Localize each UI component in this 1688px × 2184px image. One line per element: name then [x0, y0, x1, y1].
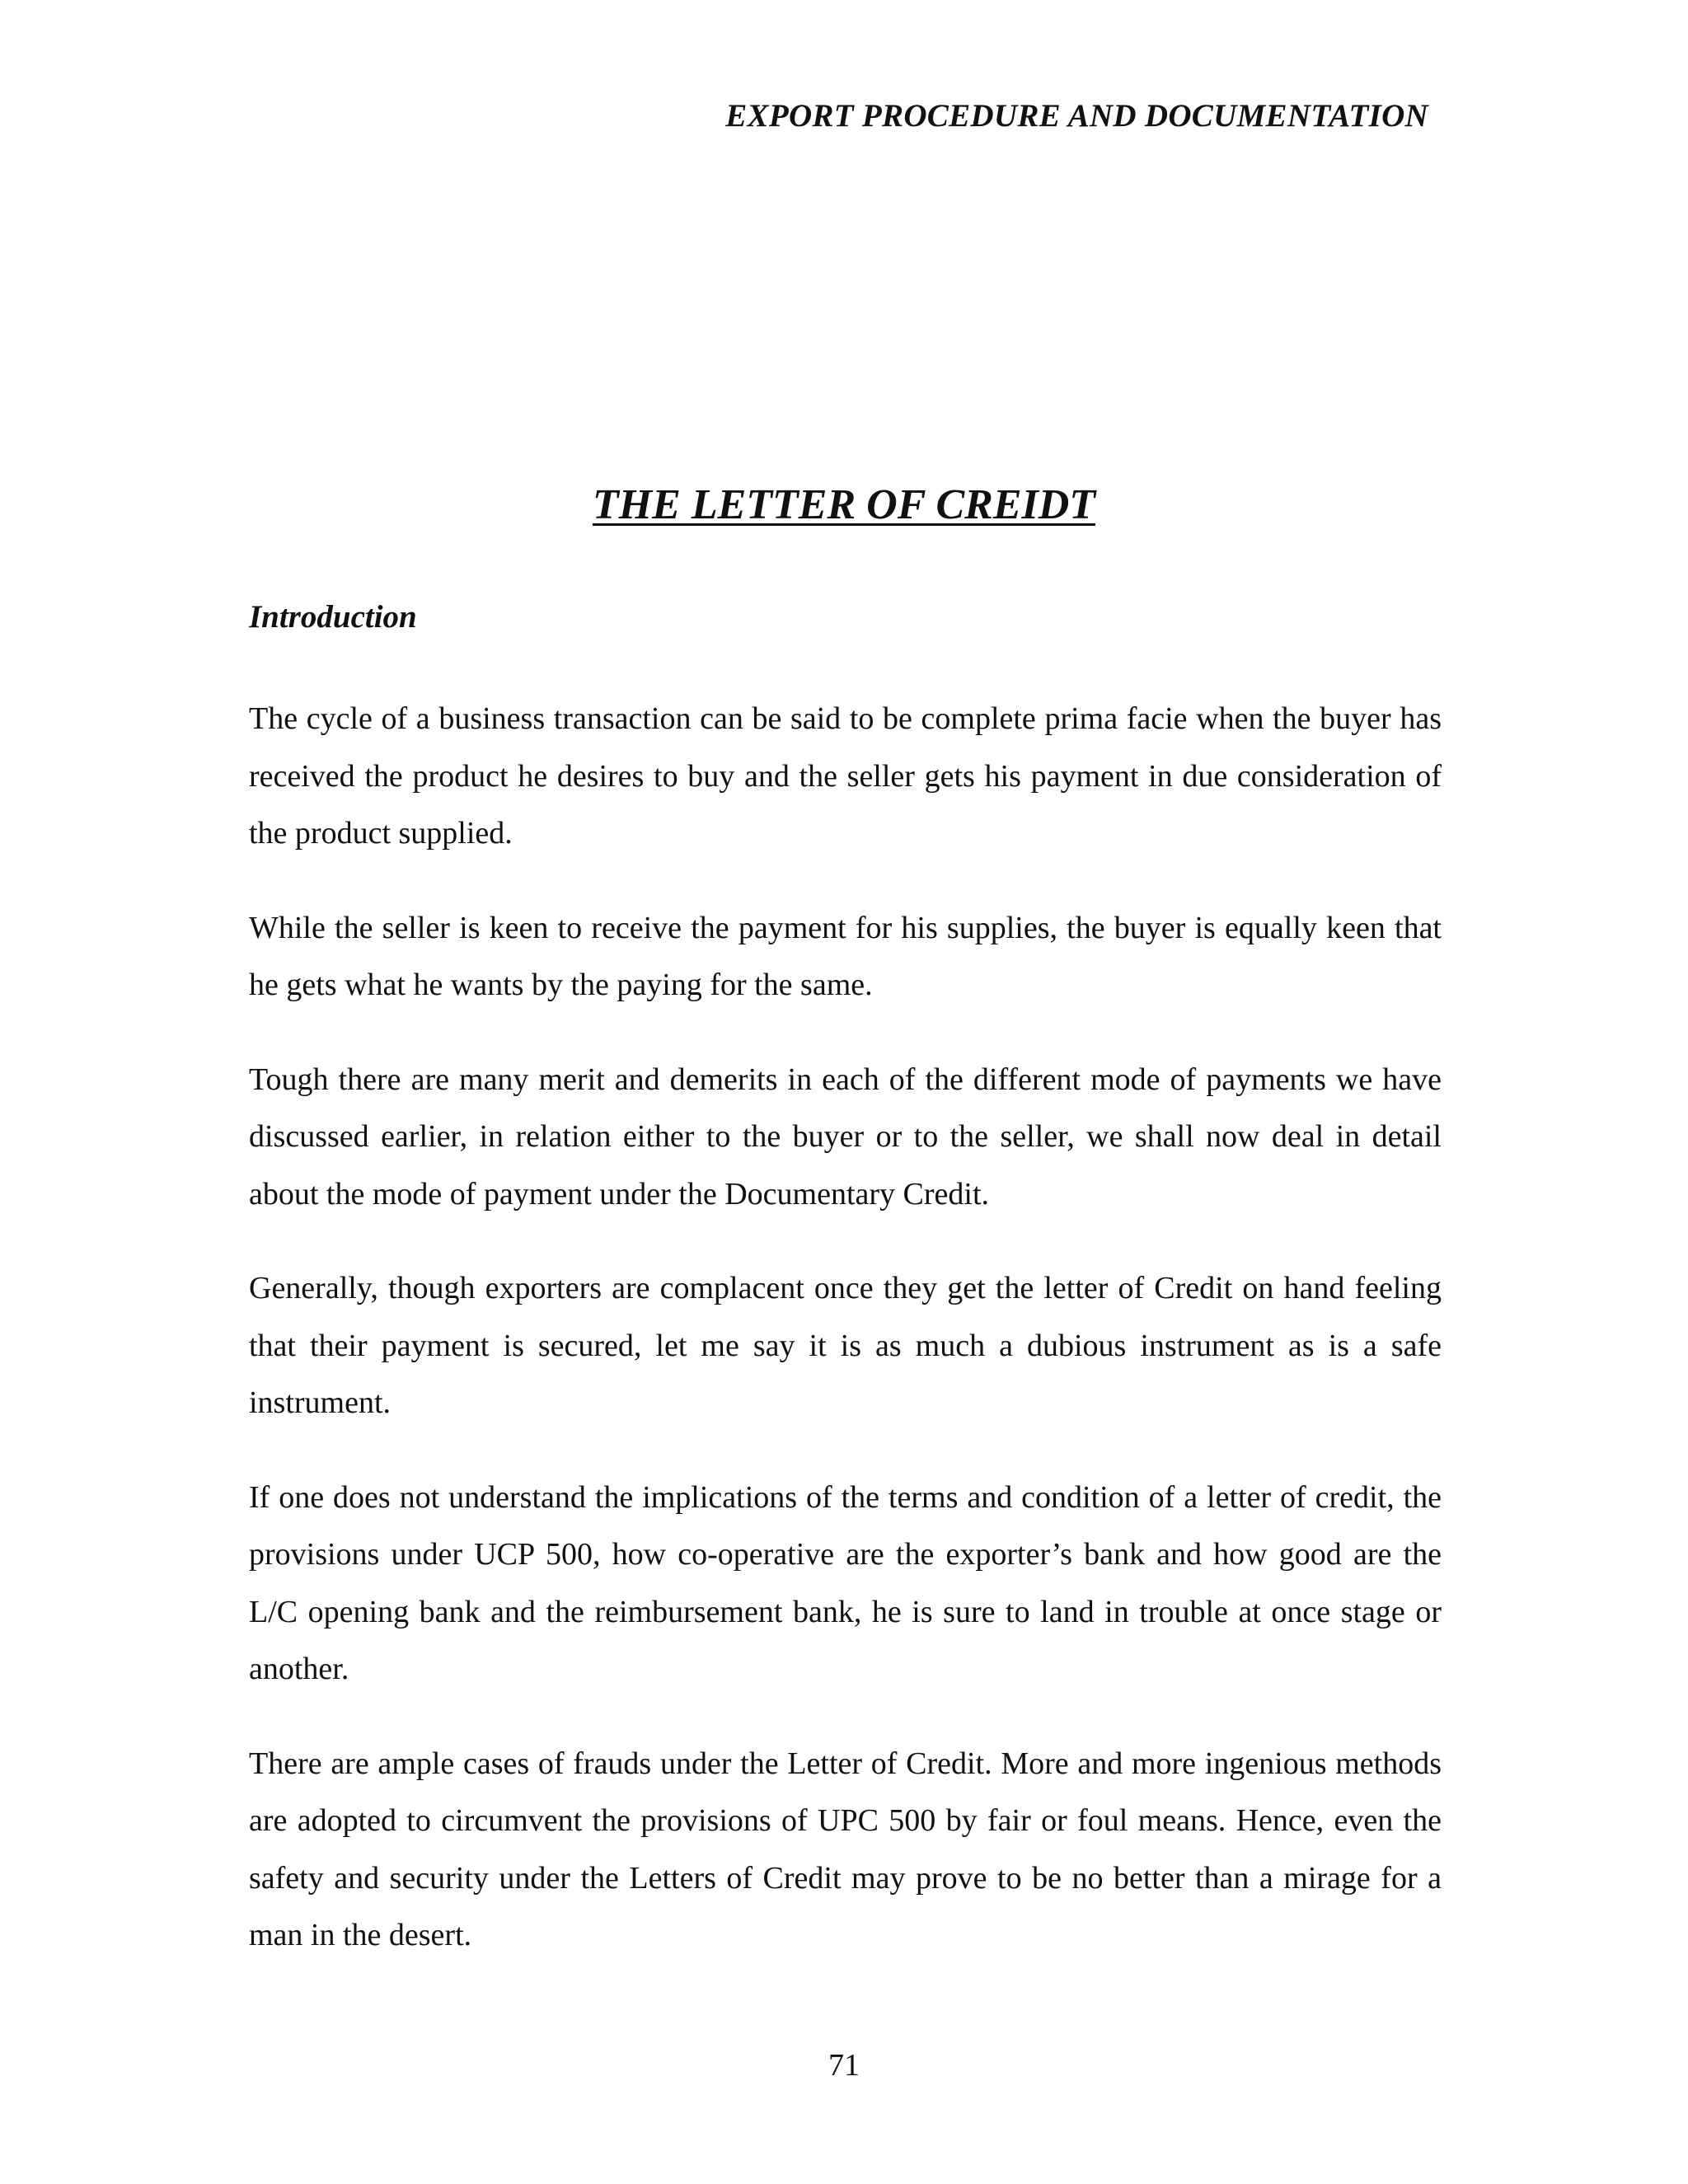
page-number: 71: [828, 2048, 860, 2083]
paragraph: The cycle of a business transaction can be said to be complete prima facie when the buyer has received the product he desires to buy and the seller gets his payment in due consideration of the product supplied.: [249, 701, 1442, 851]
page-title: THE LETTER OF CREIDT: [592, 481, 1096, 528]
paragraph: Generally, though exporters are complacent once they get the letter of Credit on hand feeling that their payment is secured, let me say it is as much a dubious instrument as is a safe instrument.: [249, 1271, 1442, 1420]
running-header: EXPORT PROCEDURE AND DOCUMENTATION: [725, 98, 1428, 134]
paragraph: Tough there are many merit and demerits in each of the different mode of payments we have discussed earlier, in relation either to the buyer or to the seller, we shall now deal in detail about the mode of payment under the Documentary Credit.: [249, 1062, 1442, 1212]
paragraph: There are ample cases of frauds under the Letter of Credit. More and more ingenious methods are adopted to circumvent the provisions of UPC 500 by fair or foul means. Hence, even the safety and security under the Letters of Credit may prove to be no better than a mirage for a man in the desert.: [249, 1746, 1442, 1952]
paragraph: If one does not understand the implications of the terms and condition of a letter of credit, the provisions under UCP 500, how co-operative are the exporter’s bank and how good are the L/C opening bank and the reimbursement bank, he is sure to land in trouble at once stage or another.: [249, 1479, 1442, 1686]
section-heading: Introduction: [249, 599, 417, 635]
paragraph: While the seller is keen to receive the payment for his supplies, the buyer is equally keen that he gets what he wants by the paying for the same.: [249, 910, 1442, 1002]
body-text: [249, 691, 1442, 2002]
